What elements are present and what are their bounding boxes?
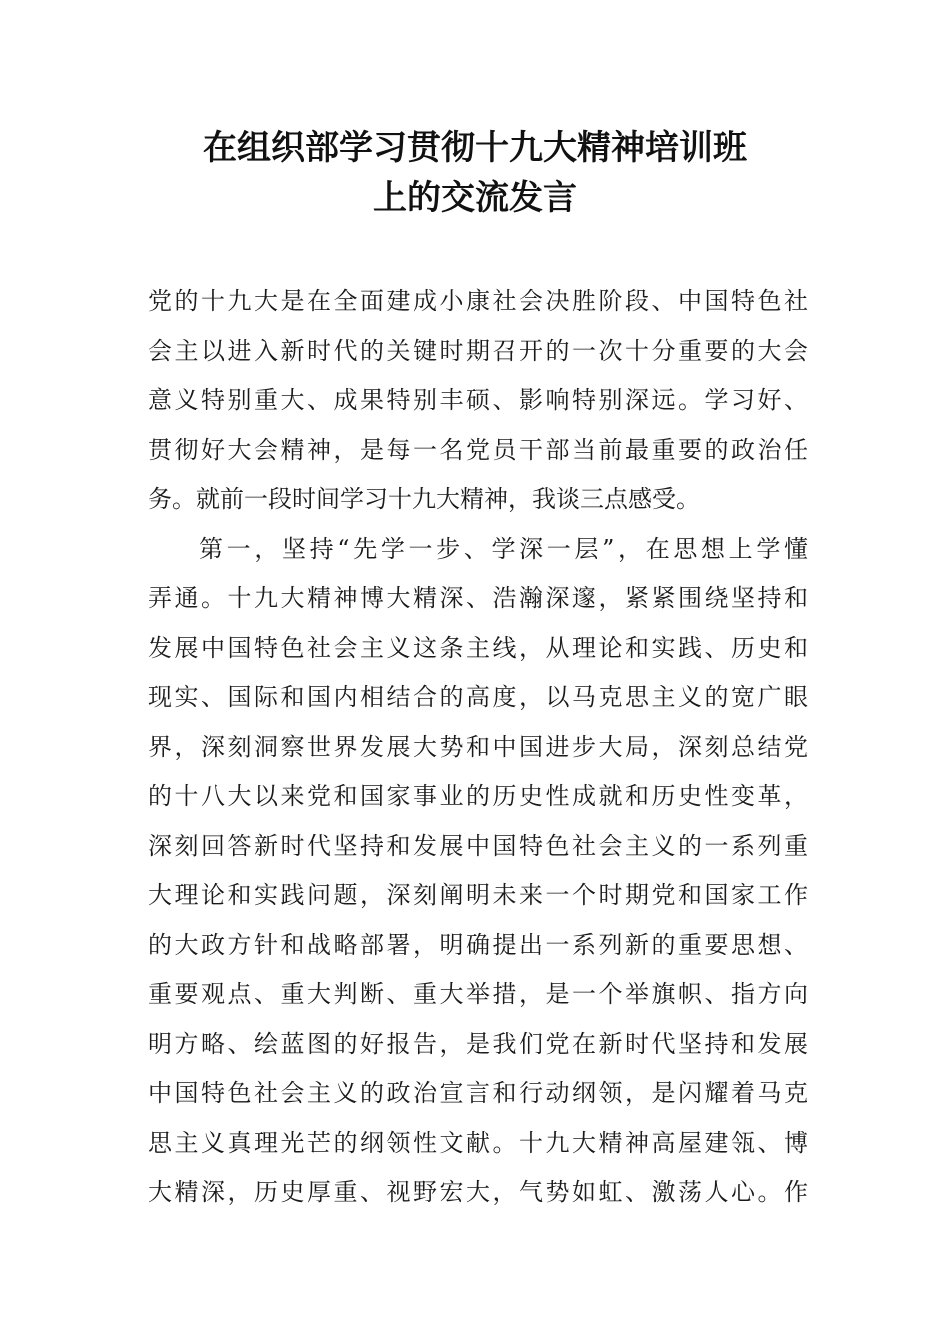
body-line: 党的十九大是在全面建成小康社会决胜阶段、中国特色社 [148, 287, 808, 315]
body-line: 意义特别重大、成果特别丰硕、影响特别深远。学习好、 [148, 386, 808, 414]
body-line: 务。就前一段时间学习十九大精神，我谈三点感受。 [148, 485, 700, 513]
body-line: 明方略、绘蓝图的好报告，是我们党在新时代坚持和发展 [148, 1029, 808, 1058]
body-line: 现实、国际和国内相结合的高度，以马克思主义的宽广眼 [148, 683, 808, 711]
body-line: 界，深刻洞察世界发展大势和中国进步大局，深刻总结党 [148, 732, 808, 761]
body-line: 重要观点、重大判断、重大举措，是一个举旗帜、指方向 [148, 980, 808, 1008]
body-line: 大理论和实践问题，深刻阐明未来一个时期党和国家工作 [148, 881, 808, 909]
body-line: 的十八大以来党和国家事业的历史性成就和历史性变革， [148, 782, 808, 810]
body-line: 弄通。十九大精神博大精深、浩瀚深邃，紧紧围绕坚持和 [148, 584, 808, 612]
body-line: 会主以进入新时代的关键时期召开的一次十分重要的大会 [148, 336, 808, 365]
document-body [148, 277, 808, 1218]
document-title-line-2: 上的交流发言 [373, 178, 577, 218]
body-line: 中国特色社会主义的政治宣言和行动纲领，是闪耀着马克 [148, 1079, 808, 1107]
body-line: 深刻回答新时代坚持和发展中国特色社会主义的一系列重 [148, 831, 808, 860]
body-line: 贯彻好大会精神，是每一名党员干部当前最重要的政治任 [148, 435, 808, 464]
document-title-line-1: 在组织部学习贯彻十九大精神培训班 [203, 128, 747, 168]
body-line: 的大政方针和战略部署，明确提出一系列新的重要思想、 [148, 930, 808, 959]
body-line: 思主义真理光芒的纲领性文献。十九大精神高屋建瓴、博 [148, 1128, 808, 1157]
body-line: 第一，坚持“先学一步、学深一层”，在思想上学懂 [199, 534, 808, 563]
body-line: 发展中国特色社会主义这条主线，从理论和实践、历史和 [148, 633, 808, 662]
body-line: 大精深，历史厚重、视野宏大，气势如虹、激荡人心。作 [148, 1178, 808, 1206]
